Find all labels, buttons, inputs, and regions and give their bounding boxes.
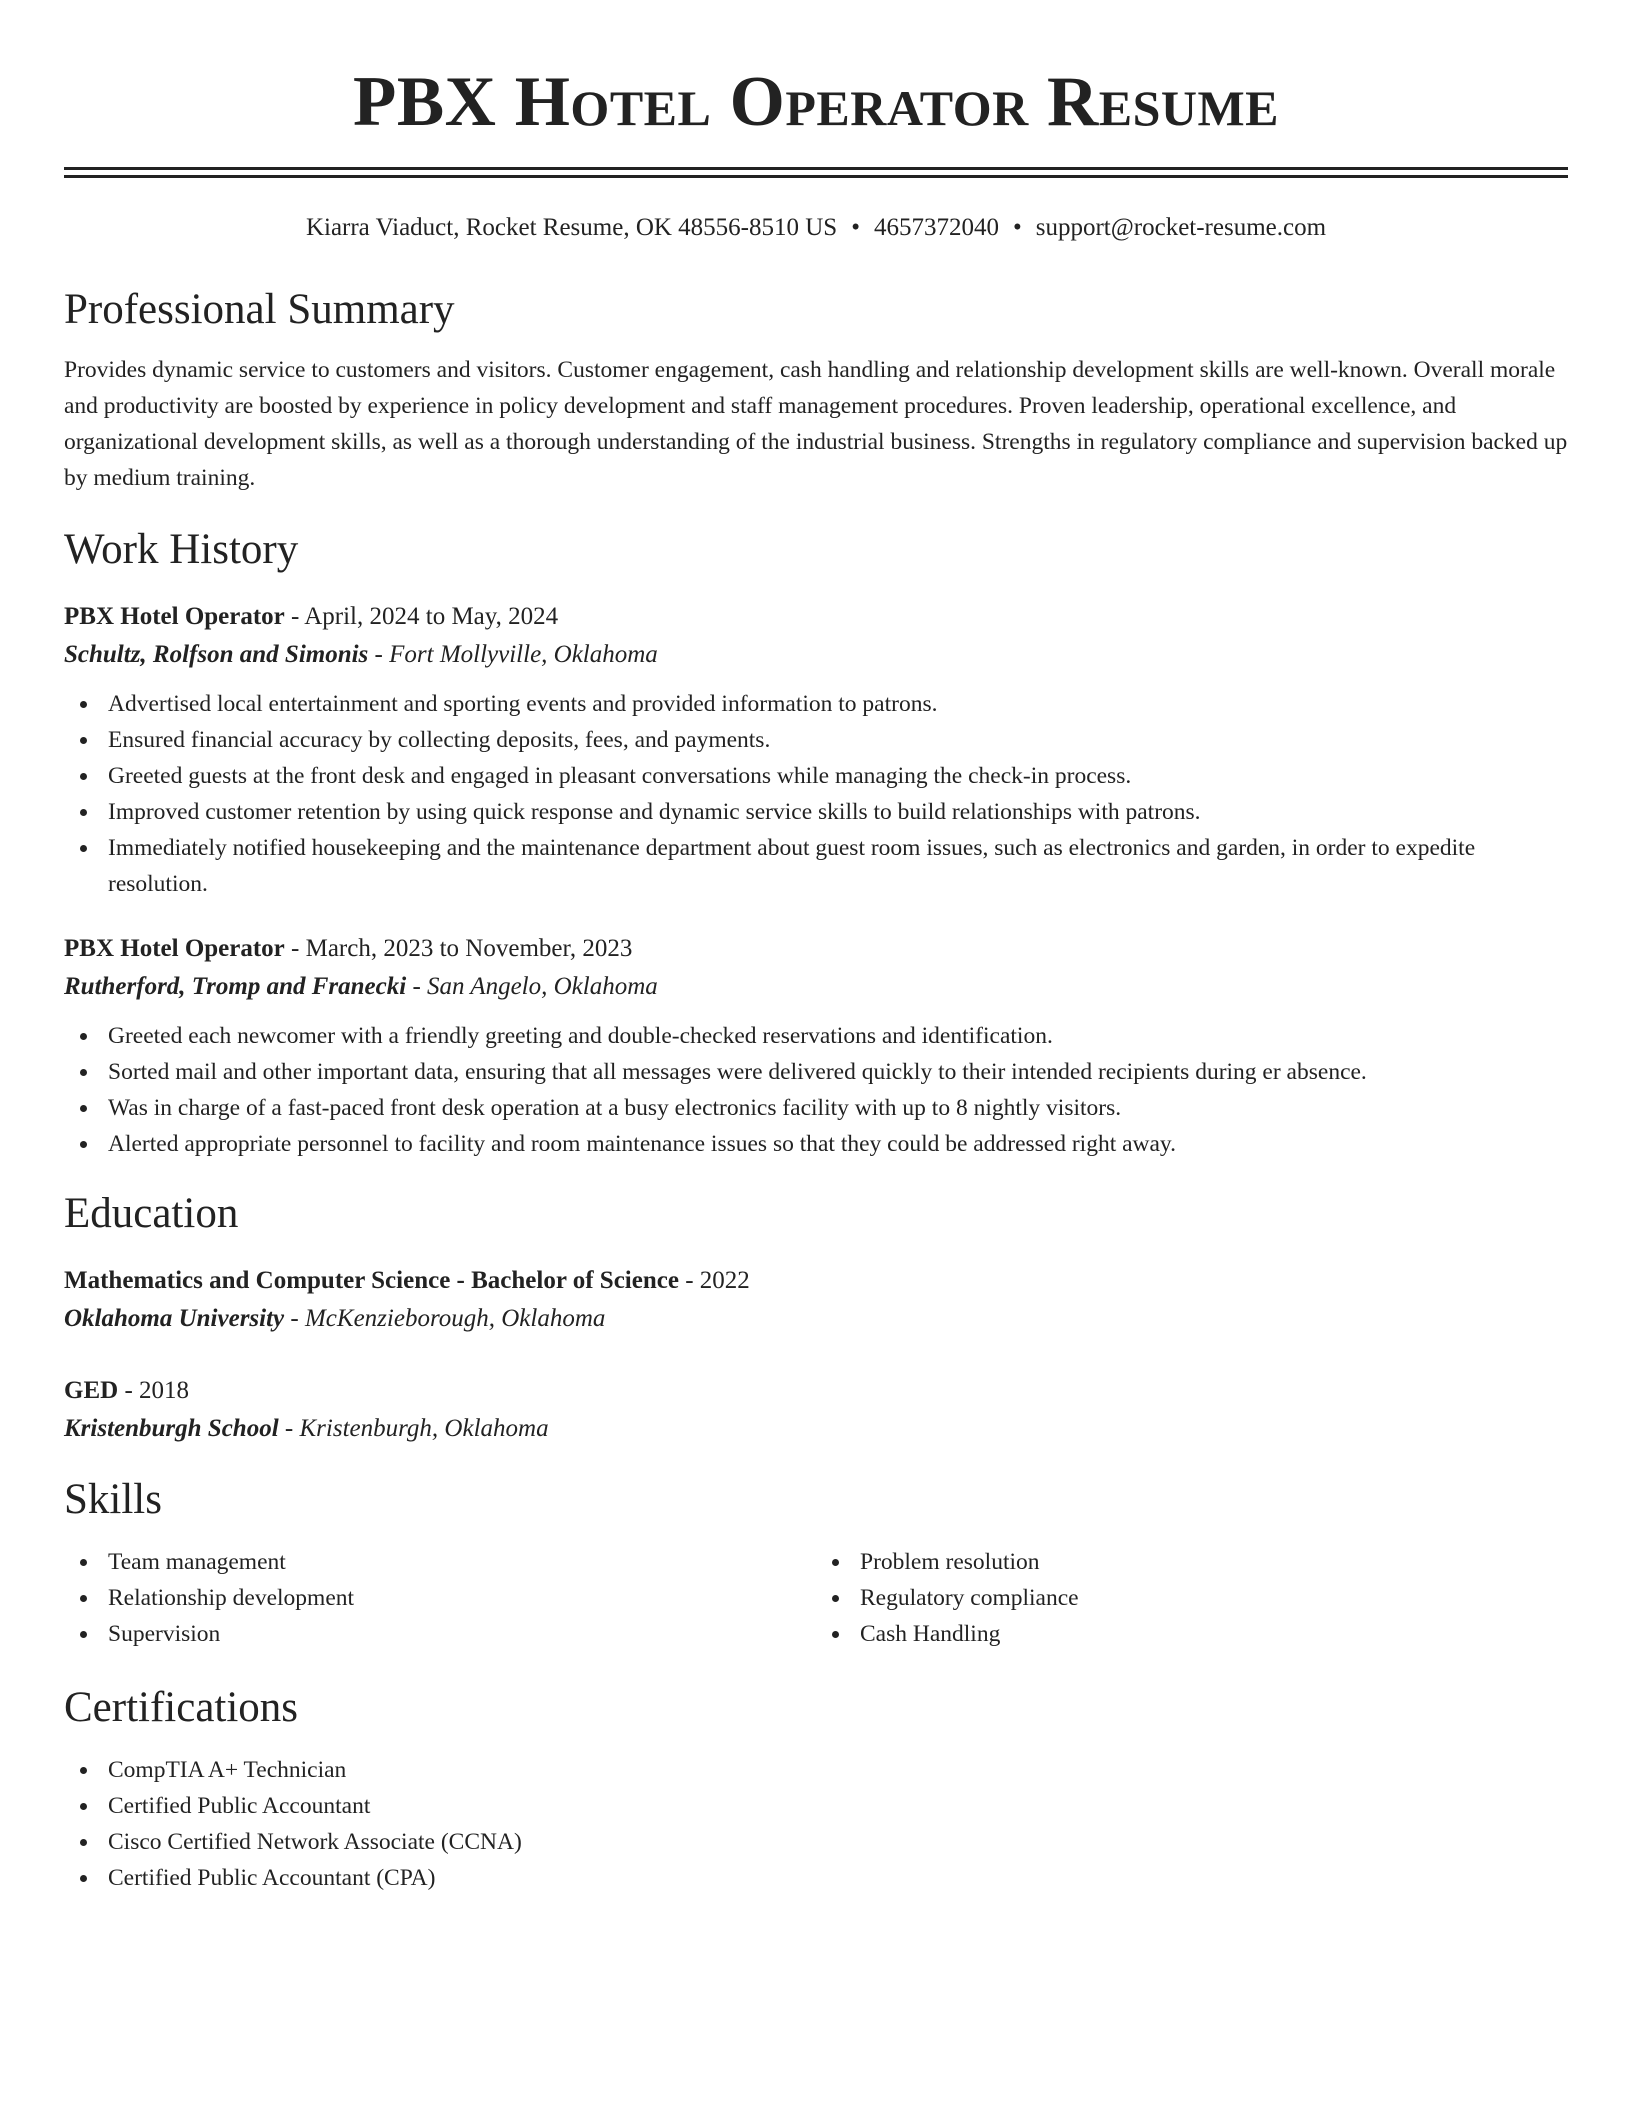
job-location: - Fort Mollyville, Oklahoma [368,641,658,668]
education-school-line [64,1300,1568,1338]
education-entry [64,1372,1568,1448]
job-employer [64,968,1568,1006]
contact-phone: 4657372040 [873,214,999,241]
education-school: Oklahoma University [64,1305,285,1332]
education-school-line [64,1410,1568,1448]
skill-item: Team management [108,1544,816,1580]
list-item: Greeted guests at the front desk and engaged in pleasant conversations while managing the check-in process. [108,758,1568,794]
education-year: - 2018 [118,1377,190,1404]
job-company: Rutherford, Tromp and Franecki [64,973,407,1000]
certifications-list [64,1752,1568,1896]
skill-item: Supervision [108,1616,816,1652]
education-entry [64,1262,1568,1338]
certification-item: CompTIA A+ Technician [108,1752,1568,1788]
contact-line [64,212,1568,244]
education-header [64,1372,1568,1410]
skills-heading: Skills [64,1476,162,1523]
education-degree: GED [64,1377,119,1404]
skills-list-left [64,1544,816,1652]
job-employer [64,636,1568,674]
skills-columns [64,1544,1568,1652]
work-history-heading: Work History [64,526,299,573]
contact-separator: • [851,214,860,241]
education-school: Kristenburgh School [64,1415,279,1442]
job-bullets [64,1018,1568,1162]
skill-item: Cash Handling [860,1616,1568,1652]
skill-item: Relationship development [108,1580,816,1616]
education-location: - McKenzieborough, Oklahoma [284,1305,606,1332]
certification-item: Cisco Certified Network Associate (CCNA) [108,1824,1568,1860]
summary-text: Provides dynamic service to customers and visitors. Customer engagement, cash handling and relationship development skills are well-known. Overall morale and productivity are boosted by experience in policy development and staff management procedures. Proven leadership, operational excellence, and organizational development skills, as well as a thorough understanding of the industrial business. Strengths in regulatory compliance and supervision backed up by medium training. [64,357,1568,491]
list-item: Sorted mail and other important data, ensuring that all messages were delivered quickly to their intended recipients during er absence. [108,1054,1568,1090]
contact-address: Kiarra Viaduct, Rocket Resume, OK 48556-8510 US [305,214,838,241]
contact-separator: • [1012,214,1022,241]
education-degree: Mathematics and Computer Science - Bachelor of Science [64,1267,679,1294]
skills-list-right [816,1544,1568,1652]
list-item: Was in charge of a fast-paced front desk operation at a busy electronics facility with up to 8 nightly visitors. [108,1090,1568,1126]
contact-email: support@rocket-resume.com [1035,214,1327,241]
job-bullets [64,686,1568,902]
job-header [64,598,1568,636]
list-item: Greeted each newcomer with a friendly greeting and double-checked reservations and identification. [108,1018,1568,1054]
list-item: Alerted appropriate personnel to facility and room maintenance issues so that they could be addressed right away. [108,1126,1568,1162]
education-year: - 2022 [678,1267,750,1294]
job-title: PBX Hotel Operator [64,935,285,962]
education-heading: Education [64,1190,239,1237]
education-header [64,1262,1568,1300]
job-location: - San Angelo, Oklahoma [406,973,658,1000]
resume-title: PBX Hotel Operator Resume [352,63,1280,141]
certification-item: Certified Public Accountant [108,1788,1568,1824]
job-entry [64,930,1568,1162]
title-divider [64,167,1568,178]
list-item: Improved customer retention by using quick response and dynamic service skills to build relationships with patrons. [108,794,1568,830]
job-dates: - March, 2023 to November, 2023 [284,935,633,962]
job-company: Schultz, Rolfson and Simonis [64,641,369,668]
list-item: Immediately notified housekeeping and the maintenance department about guest room issues, such as electronics and garden, in order to expedite resolution. [108,830,1568,902]
job-header [64,930,1568,968]
job-title: PBX Hotel Operator [64,603,285,630]
summary-heading: Professional Summary [64,286,455,333]
skill-item: Problem resolution [860,1544,1568,1580]
certification-item: Certified Public Accountant (CPA) [108,1860,1568,1896]
job-entry [64,598,1568,902]
education-location: - Kristenburgh, Oklahoma [278,1415,549,1442]
list-item: Ensured financial accuracy by collecting deposits, fees, and payments. [108,722,1568,758]
job-dates: - April, 2024 to May, 2024 [284,603,559,630]
list-item: Advertised local entertainment and sporting events and provided information to patrons. [108,686,1568,722]
certifications-heading: Certifications [64,1684,299,1731]
skill-item: Regulatory compliance [860,1580,1568,1616]
